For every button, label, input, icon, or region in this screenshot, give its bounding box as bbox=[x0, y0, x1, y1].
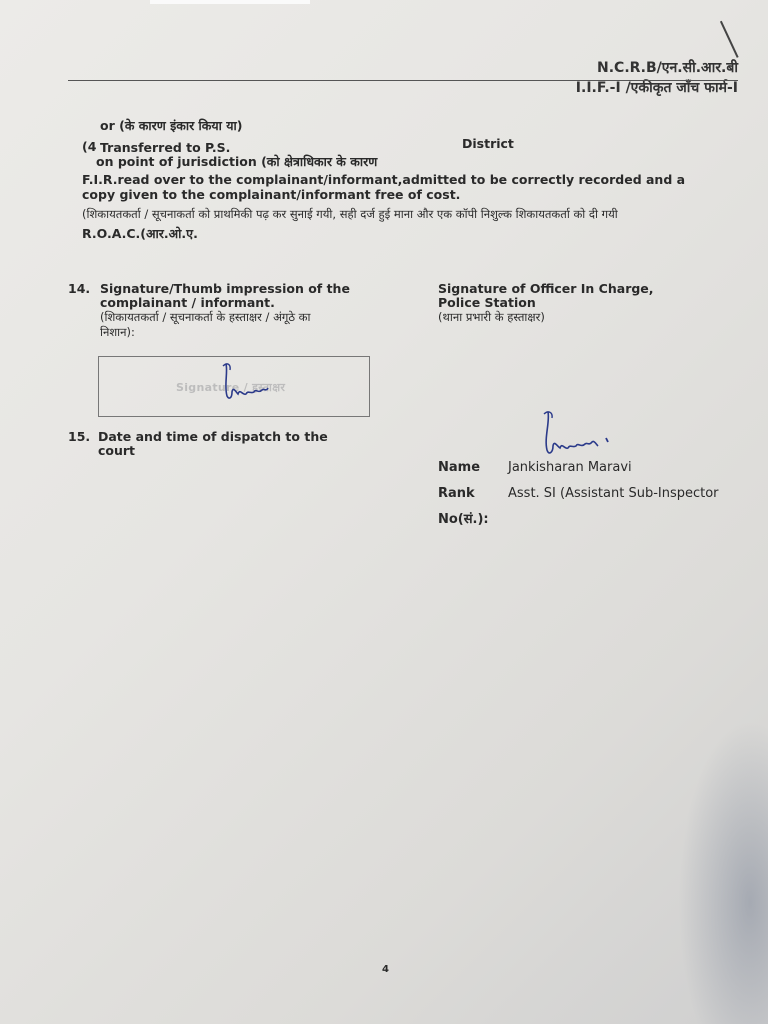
officer-rank: Asst. SI (Assistant Sub-Inspector bbox=[508, 486, 719, 501]
or-line: or (के कारण इंकार किया या) bbox=[100, 118, 243, 133]
officer-name: Jankisharan Maravi bbox=[508, 460, 632, 475]
roac-line: R.O.A.C.(आर.ओ.ए. bbox=[82, 226, 198, 241]
district-label: District bbox=[462, 136, 514, 151]
item-prefix: (4 bbox=[82, 139, 97, 154]
header-rule bbox=[68, 80, 738, 81]
officer-signature-title-2: Police Station bbox=[438, 295, 536, 310]
fir-read-line-1: F.I.R.read over to the complainant/informant,admitted to be correctly recorded and a bbox=[82, 172, 686, 187]
section-14-title-1: Signature/Thumb impression of the bbox=[100, 281, 350, 296]
fir-read-line-2: copy given to the complainant/informant free of cost. bbox=[82, 187, 461, 202]
jurisdiction-line: on point of jurisdiction (को क्षेत्राधिकार के कारण bbox=[96, 154, 378, 169]
section-15-number: 15. bbox=[68, 429, 91, 444]
page-number: 4 bbox=[382, 964, 389, 975]
iif-form-title: I.I.F.-I /एकीकृत जाँच फार्म-I bbox=[575, 80, 738, 96]
section-15-title-2: court bbox=[98, 443, 136, 458]
signature-box-label: Signature / हस्ताक्षर bbox=[176, 381, 286, 394]
number-label: No(सं.): bbox=[438, 512, 489, 527]
section-14-hindi-2: निशान): bbox=[100, 325, 135, 339]
transferred-label: Transferred to P.S. bbox=[100, 140, 231, 155]
paper-fold bbox=[150, 0, 310, 4]
form-header bbox=[576, 58, 738, 98]
section-14-number: 14. bbox=[68, 281, 91, 296]
page-shadow bbox=[678, 720, 768, 1024]
name-label: Name bbox=[438, 460, 481, 475]
officer-signature-title-1: Signature of Officer In Charge, bbox=[438, 281, 654, 296]
section-15-title-1: Date and time of dispatch to the bbox=[98, 429, 328, 444]
complainant-signature bbox=[218, 358, 278, 404]
hindi-fir-line: (शिकायतकर्ता / सूचनाकर्ता को प्राथमिकी पढ़ कर सुनाई गयी, सही दर्ज हुई माना और एक कॉपी निशुल्क शिकायतकर्ता को दी गयी bbox=[82, 207, 618, 221]
section-14-title-2: complainant / informant. bbox=[100, 295, 275, 310]
pen-mark bbox=[720, 18, 744, 58]
section-14-hindi-1: (शिकायतकर्ता / सूचनाकर्ता के हस्ताक्षर / अंगूठे का bbox=[100, 310, 311, 324]
ncrb-code: N.C.R.B/एन.सी.आर.बी bbox=[597, 60, 738, 76]
officer-signature bbox=[536, 408, 616, 460]
rank-label: Rank bbox=[438, 486, 475, 501]
officer-signature-hindi: (थाना प्रभारी के हस्ताक्षर) bbox=[438, 310, 545, 324]
